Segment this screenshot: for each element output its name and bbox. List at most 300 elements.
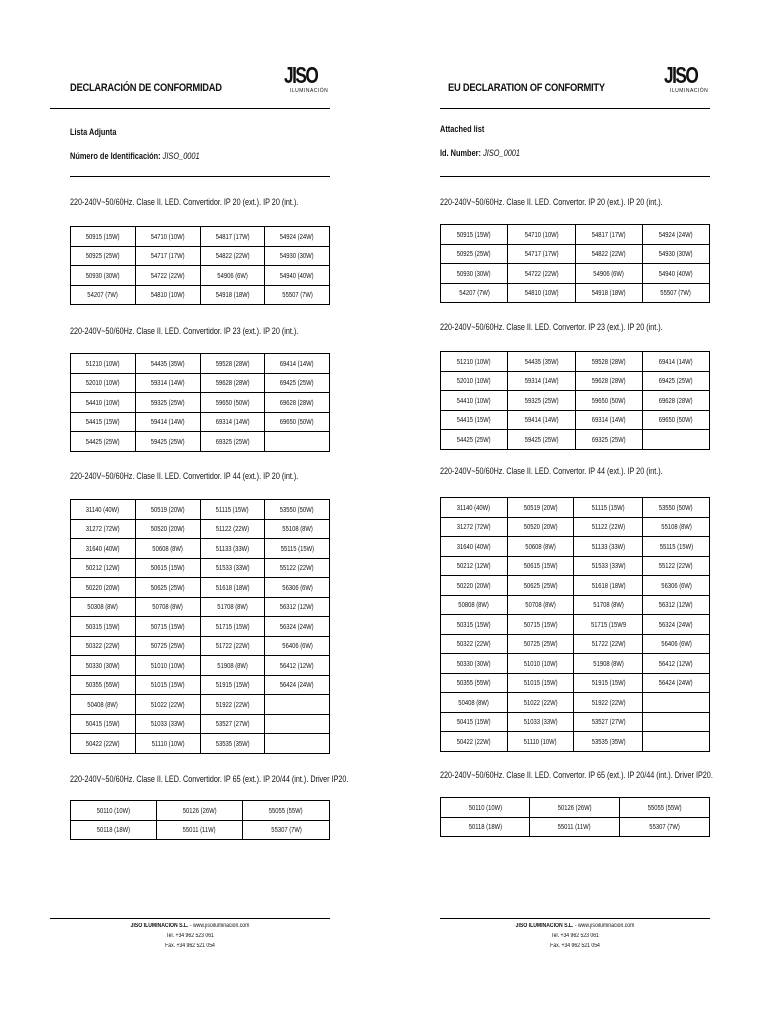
section-heading: 220-240V~50/60Hz. Clase II. LED. Convertidor. IP 20 (ext.). IP 20 (int.). xyxy=(70,197,299,208)
table-cell xyxy=(574,673,643,693)
product-code: 50715 (15W) xyxy=(523,619,558,629)
table-cell xyxy=(529,817,619,837)
table-cell xyxy=(71,373,136,393)
company-web: - www.jisoiluminacion.com xyxy=(573,923,635,929)
table-cell xyxy=(507,654,574,674)
table-cell xyxy=(642,264,709,284)
table-cell xyxy=(441,517,508,537)
table-row xyxy=(441,391,710,411)
product-table xyxy=(440,224,710,303)
table-cell xyxy=(200,432,265,452)
table-cell xyxy=(441,732,508,752)
product-code: 51022 (22W) xyxy=(523,697,558,707)
table-cell xyxy=(265,656,330,676)
product-code: 50110 (10W) xyxy=(468,802,502,812)
table-cell xyxy=(135,519,200,539)
product-code: 50519 (20W) xyxy=(523,502,558,512)
table-cell xyxy=(441,654,508,674)
table-row xyxy=(441,732,710,752)
table-cell xyxy=(507,517,574,537)
product-code: 54817 (17W) xyxy=(215,231,250,241)
product-code: 50110 (10W) xyxy=(96,805,130,815)
jiso-logo: JISO ILUMINACIÓN xyxy=(284,62,329,94)
section-heading: 220-240V~50/60Hz. Clase II. LED. Convertidor. IP 44 (ext.). IP 20 (int.). xyxy=(70,471,299,482)
product-code: 69628 (28W) xyxy=(658,395,693,405)
table-cell xyxy=(575,283,642,303)
table-cell xyxy=(200,558,265,578)
product-code: 51722 (22W) xyxy=(215,641,250,651)
table-cell xyxy=(265,539,330,559)
product-code: 69414 (14W) xyxy=(658,356,693,366)
table-cell xyxy=(265,373,330,393)
product-code: 55011 (11W) xyxy=(557,822,591,832)
id-line: Id. Number: JISO_0001 xyxy=(440,148,521,158)
product-table xyxy=(70,353,330,452)
product-code: 54940 (40W) xyxy=(658,268,693,278)
table-cell xyxy=(135,734,200,754)
table-cell xyxy=(135,617,200,637)
product-code: 53535 (35W) xyxy=(215,738,250,748)
table-row xyxy=(441,244,710,264)
product-code: 50625 (25W) xyxy=(523,580,558,590)
table-cell xyxy=(156,820,243,840)
product-code: 54435 (35W) xyxy=(524,356,559,366)
table-cell xyxy=(643,732,710,752)
table-cell xyxy=(265,227,330,247)
product-code: 51133 (33W) xyxy=(215,543,250,553)
table-cell xyxy=(507,732,574,752)
list-label: Attached list xyxy=(440,124,485,134)
product-code: 56306 (6W) xyxy=(660,580,692,590)
product-code: 55011 (11W) xyxy=(182,825,216,835)
product-code: 53535 (35W) xyxy=(591,736,626,746)
table-row xyxy=(71,412,330,432)
table-cell xyxy=(200,695,265,715)
product-code: 56306 (6W) xyxy=(281,582,313,592)
product-code: 51915 (15W) xyxy=(215,680,250,690)
table-row xyxy=(71,354,330,374)
product-code: 69628 (28W) xyxy=(280,397,315,407)
product-code: 54822 (22W) xyxy=(215,251,250,261)
table-row xyxy=(441,634,710,654)
table-cell xyxy=(71,354,136,374)
table-cell xyxy=(71,675,136,695)
table-cell xyxy=(135,432,200,452)
table-row xyxy=(441,595,710,615)
table-cell xyxy=(200,636,265,656)
table-row xyxy=(441,537,710,557)
product-code: 50315 (15W) xyxy=(85,621,120,631)
table-row xyxy=(441,283,710,303)
table-cell xyxy=(575,410,642,430)
table-cell xyxy=(265,393,330,413)
product-code: 54207 (7W) xyxy=(458,288,490,298)
table-cell xyxy=(265,578,330,598)
product-code: 51210 (10W) xyxy=(85,358,120,368)
product-code: 54435 (35W) xyxy=(150,358,185,368)
product-code: 51722 (22W) xyxy=(591,639,626,649)
product-code: 50725 (25W) xyxy=(150,641,185,651)
table-cell xyxy=(508,225,575,245)
product-code: 50220 (20W) xyxy=(456,580,491,590)
divider xyxy=(440,176,710,177)
table-cell xyxy=(643,498,710,518)
table-cell xyxy=(441,225,508,245)
product-code: 51022 (22W) xyxy=(150,699,185,709)
table-cell xyxy=(243,820,330,840)
product-code: 54722 (22W) xyxy=(150,270,185,280)
table-cell xyxy=(200,578,265,598)
product-code: 50520 (20W) xyxy=(150,524,185,534)
table-cell xyxy=(574,693,643,713)
table-cell xyxy=(200,617,265,637)
declaration-es xyxy=(50,0,349,1024)
table-cell xyxy=(135,500,200,520)
product-code: 59650 (50W) xyxy=(591,395,626,405)
table-cell xyxy=(441,817,530,837)
product-code: 52010 (10W) xyxy=(85,378,120,388)
table-cell xyxy=(642,371,709,391)
table-row xyxy=(441,264,710,284)
table-cell xyxy=(135,373,200,393)
product-code: 50126 (26W) xyxy=(557,802,592,812)
product-code: 50330 (30W) xyxy=(456,658,491,668)
product-code: 51915 (15W) xyxy=(591,678,626,688)
product-code: 55307 (7W) xyxy=(270,825,302,835)
table-cell xyxy=(441,244,508,264)
product-code: 54410 (10W) xyxy=(85,397,120,407)
product-code: 54918 (18W) xyxy=(591,288,626,298)
table-cell xyxy=(574,517,643,537)
table-row xyxy=(441,225,710,245)
table-cell xyxy=(135,656,200,676)
section-heading: 220-240V~50/60Hz. Clase II. LED. Convertor. IP 65 (ext.). IP 20/44 (int.). Driver IP20. xyxy=(440,770,713,781)
table-cell xyxy=(507,498,574,518)
product-code: 51715 (15W) xyxy=(215,621,250,631)
product-code: 55507 (7W) xyxy=(281,290,313,300)
product-code: 54918 (18W) xyxy=(215,290,250,300)
table-cell xyxy=(508,391,575,411)
product-code: 50608 (8W) xyxy=(525,541,556,551)
table-row xyxy=(71,373,330,393)
product-code: 59314 (14W) xyxy=(524,376,559,386)
product-code: 50408 (8W) xyxy=(87,699,119,709)
table-cell xyxy=(265,695,330,715)
product-table xyxy=(440,351,710,450)
table-row xyxy=(71,820,330,840)
footer xyxy=(440,918,710,951)
product-code: 50118 (18W) xyxy=(96,825,130,835)
product-code: 31640 (40W) xyxy=(85,543,120,553)
product-code: 50520 (20W) xyxy=(523,522,558,532)
table-cell xyxy=(508,410,575,430)
product-code: 51033 (33W) xyxy=(150,719,185,729)
product-code: 50212 (12W) xyxy=(85,563,120,573)
product-table xyxy=(440,797,710,837)
product-code: 56324 (24W) xyxy=(280,621,315,631)
table-cell xyxy=(71,578,136,598)
product-code: 31272 (72W) xyxy=(456,522,491,532)
table-row xyxy=(71,656,330,676)
header-en xyxy=(440,62,710,109)
product-code: 55055 (55W) xyxy=(269,805,304,815)
table-cell xyxy=(575,430,642,450)
table-cell xyxy=(71,500,136,520)
table-cell xyxy=(642,225,709,245)
product-code: 50915 (15W) xyxy=(457,229,492,239)
product-code: 53550 (50W) xyxy=(659,502,694,512)
product-code: 54410 (10W) xyxy=(457,395,492,405)
product-code: 51110 (10W) xyxy=(151,738,185,748)
product-code: 53527 (27W) xyxy=(591,717,626,727)
table-cell xyxy=(441,634,508,654)
table-cell xyxy=(200,246,265,266)
product-code: 50220 (20W) xyxy=(85,582,120,592)
table-cell xyxy=(200,500,265,520)
product-code: 54717 (17W) xyxy=(150,251,185,261)
table-row xyxy=(71,266,330,286)
table-row xyxy=(441,615,710,635)
product-code: 51110 (10W) xyxy=(523,736,557,746)
table-row xyxy=(71,500,330,520)
table-cell xyxy=(135,675,200,695)
table-cell xyxy=(643,556,710,576)
product-code: 50625 (25W) xyxy=(150,582,185,592)
table-cell xyxy=(200,656,265,676)
table-cell xyxy=(441,264,508,284)
table-row xyxy=(71,227,330,247)
product-code: 50519 (20W) xyxy=(150,504,185,514)
table-cell xyxy=(441,352,508,372)
table-cell xyxy=(441,673,508,693)
product-table xyxy=(440,497,710,752)
table-cell xyxy=(135,636,200,656)
table-cell xyxy=(265,500,330,520)
product-code: 69650 (50W) xyxy=(658,415,693,425)
product-code: 55507 (7W) xyxy=(660,288,692,298)
product-code: 54924 (24W) xyxy=(658,229,693,239)
product-code: 50615 (15W) xyxy=(523,561,558,571)
product-code: 54415 (15W) xyxy=(85,417,120,427)
product-code: 51715 (15W9 xyxy=(590,619,626,629)
table-row xyxy=(441,693,710,713)
product-code: 56412 (12W) xyxy=(280,660,315,670)
section-heading: 220-240V~50/60Hz. Clase II. LED. Convertor. IP 23 (ext.). IP 20 (int.). xyxy=(440,322,663,333)
id-value: JISO_0001 xyxy=(162,151,200,161)
product-code: 55108 (8W) xyxy=(660,522,692,532)
table-cell xyxy=(643,634,710,654)
table-cell xyxy=(575,352,642,372)
product-code: 59425 (25W) xyxy=(150,436,185,446)
product-code: 54822 (22W) xyxy=(591,249,626,259)
product-code: 54930 (30W) xyxy=(658,249,693,259)
table-cell xyxy=(508,244,575,264)
table-cell xyxy=(574,576,643,596)
product-code: 31140 (40W) xyxy=(457,502,491,512)
table-cell xyxy=(619,817,709,837)
table-cell xyxy=(265,734,330,754)
table-cell xyxy=(135,597,200,617)
product-code: 51908 (8W) xyxy=(592,658,624,668)
table-row xyxy=(441,712,710,732)
product-code: 50315 (15W) xyxy=(456,619,491,629)
id-value: JISO_0001 xyxy=(483,148,521,158)
product-code: 56312 (12W) xyxy=(280,602,315,612)
product-code: 51708 (8W) xyxy=(592,600,624,610)
table-cell xyxy=(71,519,136,539)
table-row xyxy=(71,675,330,695)
table-row xyxy=(71,393,330,413)
table-row xyxy=(71,695,330,715)
table-cell xyxy=(441,798,530,818)
product-code: 52010 (10W) xyxy=(457,376,492,386)
product-code: 51908 (8W) xyxy=(217,660,248,670)
product-code: 55108 (8W) xyxy=(281,524,313,534)
table-cell xyxy=(441,693,508,713)
table-cell xyxy=(200,266,265,286)
table-cell xyxy=(441,615,508,635)
product-code: 54906 (6W) xyxy=(217,270,248,280)
product-code: 59314 (14W) xyxy=(150,378,185,388)
table-cell xyxy=(135,558,200,578)
company-name: JISO ILUMINACION S.L. xyxy=(130,923,189,929)
table-cell xyxy=(441,430,508,450)
product-code: 50930 (30W) xyxy=(457,268,492,278)
table-cell xyxy=(643,595,710,615)
product-code: 51533 (33W) xyxy=(591,561,626,571)
product-code: 50355 (55W) xyxy=(456,678,491,688)
table-cell xyxy=(642,283,709,303)
table-cell xyxy=(265,412,330,432)
product-code: 55122 (22W) xyxy=(280,563,315,573)
table-cell xyxy=(643,693,710,713)
header-es xyxy=(50,62,330,109)
product-code: 54810 (10W) xyxy=(524,288,559,298)
product-code: 31640 (40W) xyxy=(456,541,491,551)
table-row xyxy=(441,817,710,837)
table-row xyxy=(71,558,330,578)
table-row xyxy=(441,352,710,372)
table-cell xyxy=(574,732,643,752)
table-cell xyxy=(643,673,710,693)
fax: Fax. +34 962 521 054 xyxy=(165,943,215,949)
table-cell xyxy=(642,391,709,411)
product-code: 51122 (22W) xyxy=(215,524,250,534)
table-cell xyxy=(200,393,265,413)
table-cell xyxy=(200,519,265,539)
product-code: 54425 (25W) xyxy=(85,436,120,446)
product-code: 54415 (15W) xyxy=(457,415,492,425)
table-cell xyxy=(71,558,136,578)
table-cell xyxy=(71,412,136,432)
product-code: 50725 (25W) xyxy=(523,639,558,649)
table-row xyxy=(71,246,330,266)
product-code: 59325 (25W) xyxy=(524,395,559,405)
table-cell xyxy=(441,595,508,615)
product-table xyxy=(70,800,330,840)
product-table xyxy=(70,226,330,305)
table-cell xyxy=(642,244,709,264)
product-code: 59650 (50W) xyxy=(215,397,250,407)
table-cell xyxy=(265,266,330,286)
table-row xyxy=(441,410,710,430)
table-row xyxy=(441,430,710,450)
table-cell xyxy=(507,595,574,615)
product-code: 55115 (15W) xyxy=(659,541,693,551)
table-cell xyxy=(529,798,619,818)
table-cell xyxy=(441,498,508,518)
section-heading: 220-240V~50/60Hz. Clase II. LED. Convertor. IP 44 (ext.). IP 20 (int.). xyxy=(440,466,663,477)
table-cell xyxy=(71,801,157,821)
table-cell xyxy=(135,539,200,559)
product-code: 54425 (25W) xyxy=(457,434,492,444)
product-code: 54710 (10W) xyxy=(150,231,185,241)
company-web: - www.jisoiluminacion.com xyxy=(188,923,250,929)
table-cell xyxy=(619,798,709,818)
product-code: 31272 (72W) xyxy=(85,524,120,534)
product-code: 50408 (8W) xyxy=(458,697,490,707)
product-code: 50808 (8W) xyxy=(458,600,490,610)
table-cell xyxy=(265,714,330,734)
table-row xyxy=(441,517,710,537)
product-code: 51010 (10W) xyxy=(150,660,185,670)
table-cell xyxy=(507,556,574,576)
table-cell xyxy=(574,634,643,654)
product-code: 50708 (8W) xyxy=(525,600,556,610)
product-code: 54722 (22W) xyxy=(524,268,559,278)
product-code: 51708 (8W) xyxy=(217,602,248,612)
table-row xyxy=(71,734,330,754)
product-code: 50118 (18W) xyxy=(468,822,502,832)
table-cell xyxy=(575,264,642,284)
table-cell xyxy=(200,354,265,374)
product-code: 50355 (55W) xyxy=(85,680,120,690)
table-row xyxy=(71,617,330,637)
table-cell xyxy=(643,576,710,596)
product-code: 50925 (25W) xyxy=(457,249,492,259)
table-cell xyxy=(642,352,709,372)
product-code: 54207 (7W) xyxy=(87,290,119,300)
table-row xyxy=(71,714,330,734)
table-cell xyxy=(265,354,330,374)
table-row xyxy=(441,576,710,596)
product-code: 56312 (12W) xyxy=(659,600,694,610)
table-row xyxy=(441,371,710,391)
table-cell xyxy=(642,430,709,450)
table-cell xyxy=(575,244,642,264)
table-cell xyxy=(71,656,136,676)
table-cell xyxy=(71,539,136,559)
product-code: 54817 (17W) xyxy=(591,229,626,239)
jiso-logo: JISO ILUMINACIÓN xyxy=(664,62,709,94)
table-cell xyxy=(265,432,330,452)
table-cell xyxy=(71,734,136,754)
table-row xyxy=(71,801,330,821)
declaration-en xyxy=(440,0,713,1024)
table-cell xyxy=(508,352,575,372)
table-cell xyxy=(507,634,574,654)
table-cell xyxy=(71,695,136,715)
table-cell xyxy=(135,266,200,286)
table-row xyxy=(441,673,710,693)
page-title: DECLARACIÓN DE CONFORMIDAD xyxy=(70,82,222,94)
product-code: 51618 (18W) xyxy=(215,582,250,592)
product-code: 69650 (50W) xyxy=(280,417,315,427)
table-cell xyxy=(507,673,574,693)
page-title: EU DECLARATION OF CONFORMITY xyxy=(448,82,605,94)
product-code: 59414 (14W) xyxy=(150,417,185,427)
table-cell xyxy=(200,597,265,617)
